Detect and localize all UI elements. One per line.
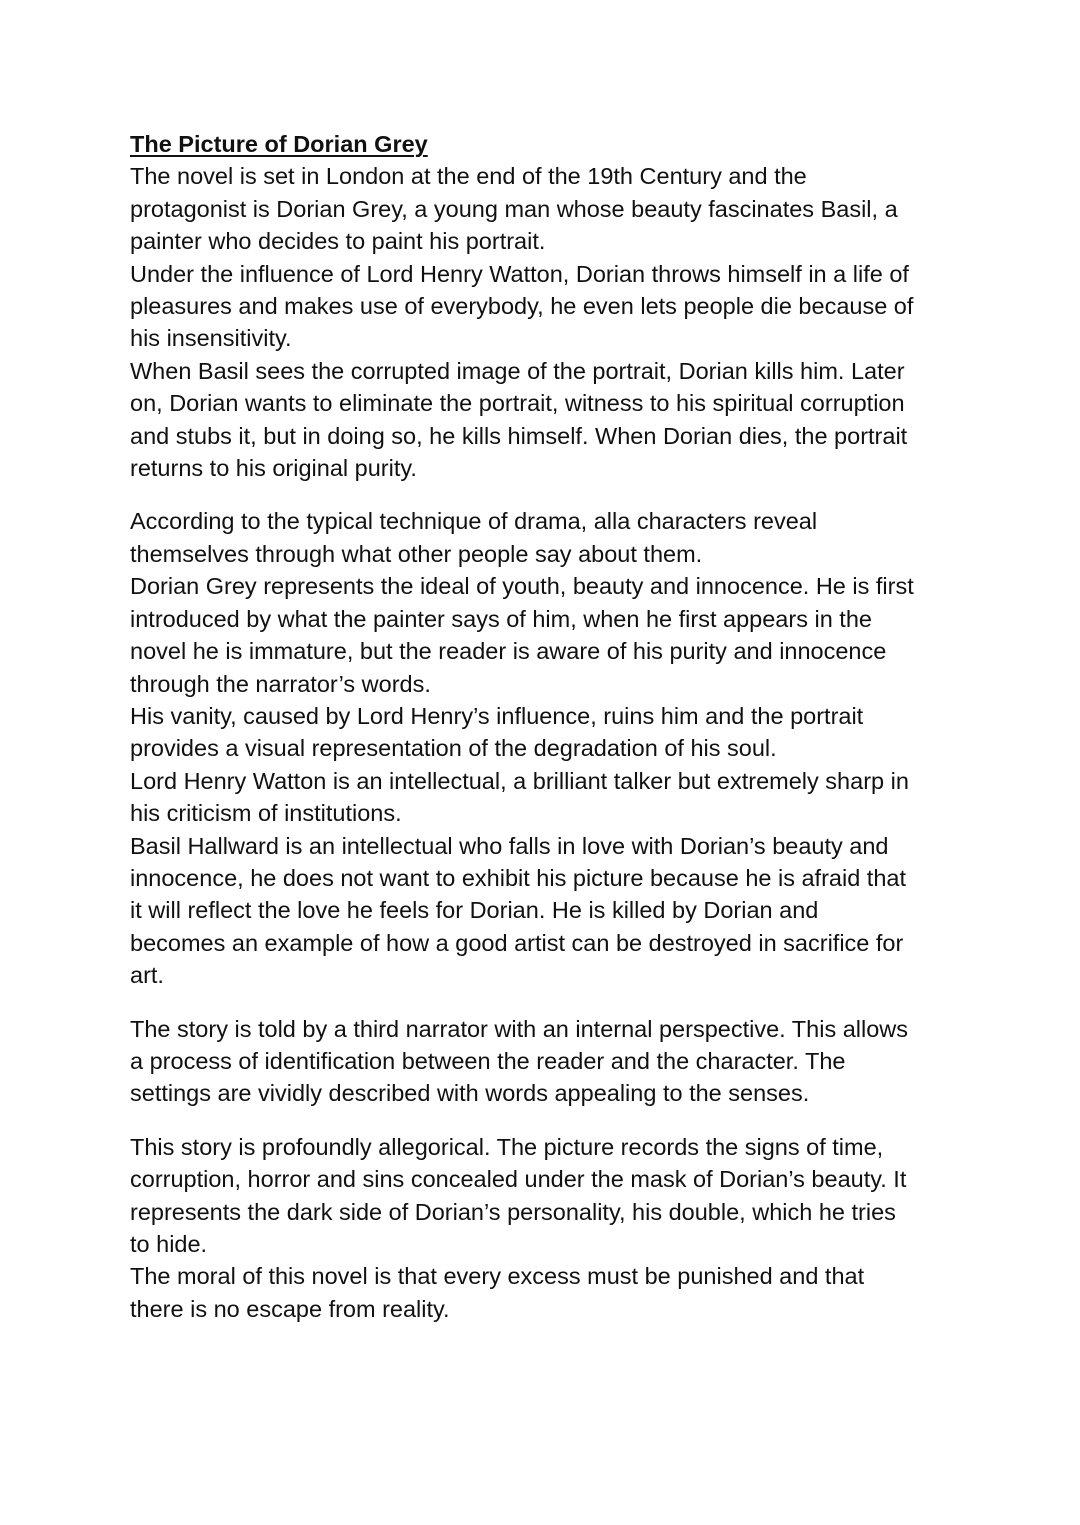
text-line: provides a visual representation of the degradation of his soul.: [130, 735, 777, 762]
text-line: becomes an example of how a good artist can be destroyed in sacrifice for: [130, 929, 904, 956]
text-line: and stubs it, but in doing so, he kills himself. When Dorian dies, the portrait: [130, 422, 908, 449]
text-line: The novel is set in London at the end of the 19th Century and the: [130, 163, 807, 190]
text-line: Dorian Grey represents the ideal of youth, beauty and innocence. He is first: [130, 573, 914, 600]
text-line: Basil Hallward is an intellectual who falls in love with Dorian’s beauty and: [130, 832, 889, 859]
text-line: to hide.: [130, 1231, 208, 1257]
text-line: a process of identification between the reader and the character. The: [130, 1047, 846, 1074]
text-line: Lord Henry Watton is an intellectual, a brilliant talker but extremely sharp in: [130, 767, 909, 794]
text-line: corruption, horror and sins concealed under the mask of Dorian’s beauty. It: [130, 1166, 907, 1193]
text-line: painter who decides to paint his portrait.: [130, 228, 546, 255]
text-line: through the narrator’s words.: [130, 670, 431, 697]
text-line: returns to his original purity.: [130, 455, 417, 482]
section-narration: [130, 1013, 960, 1110]
section-plot: [130, 160, 960, 484]
text-line: According to the typical technique of drama, alla characters reveal: [130, 508, 818, 535]
text-line: His vanity, caused by Lord Henry’s influence, ruins him and the portrait: [130, 702, 864, 729]
text-line: settings are vividly described with words appealing to the senses.: [130, 1080, 810, 1107]
text-line: When Basil sees the corrupted image of the portrait, Dorian kills him. Later: [130, 357, 905, 384]
text-line: introduced by what the painter says of him, when he first appears in the: [130, 605, 872, 632]
text-line: protagonist is Dorian Grey, a young man whose beauty fascinates Basil, a: [130, 195, 898, 222]
text-line: his criticism of institutions.: [130, 800, 402, 827]
text-line: art.: [130, 962, 164, 989]
document-title: The Picture of Dorian Grey: [130, 131, 428, 157]
section-characters: [130, 505, 960, 991]
text-line: represents the dark side of Dorian’s personality, his double, which he tries: [130, 1198, 896, 1225]
text-line: pleasures and makes use of everybody, he even lets people die because of: [130, 293, 914, 320]
text-line: Under the influence of Lord Henry Watton, Dorian throws himself in a life of: [130, 260, 909, 287]
text-line: novel he is immature, but the reader is aware of his purity and innocence: [130, 638, 887, 665]
section-allegory: [130, 1131, 960, 1325]
text-line: innocence, he does not want to exhibit his picture because he is afraid that: [130, 864, 906, 891]
document-page: [130, 128, 960, 1325]
text-line: The story is told by a third narrator with an internal perspective. This allows: [130, 1015, 909, 1042]
text-line: there is no escape from reality.: [130, 1295, 450, 1322]
text-line: themselves through what other people say about them.: [130, 540, 703, 567]
text-line: his insensitivity.: [130, 325, 292, 352]
text-line: This story is profoundly allegorical. The picture records the signs of time,: [130, 1133, 884, 1160]
text-line: it will reflect the love he feels for Dorian. He is killed by Dorian and: [130, 897, 819, 924]
text-line: on, Dorian wants to eliminate the portrait, witness to his spiritual corruption: [130, 390, 905, 417]
text-line: The moral of this novel is that every excess must be punished and that: [130, 1263, 865, 1290]
